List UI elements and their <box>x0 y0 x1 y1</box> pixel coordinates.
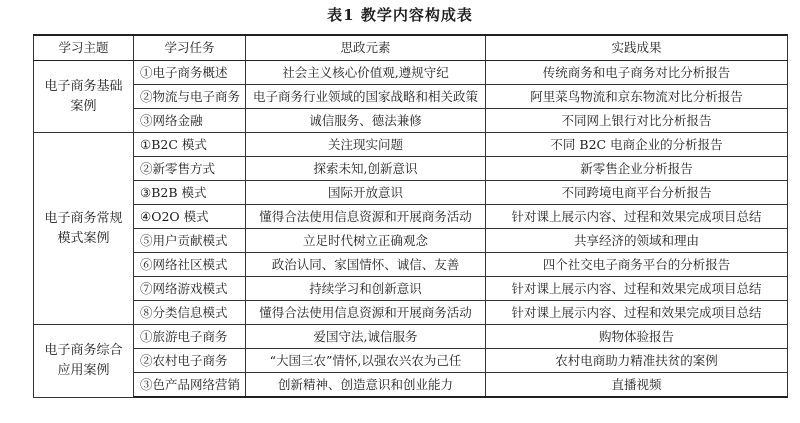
topic-cell-basic <box>34 61 134 133</box>
element-cell: 社会主义核心价值观,遵规守纪 <box>246 61 486 85</box>
table-row <box>34 325 788 349</box>
task-cell: ②新零售方式 <box>134 157 246 181</box>
topic-line: 电子商务基础 <box>44 78 123 94</box>
element-cell: “大国三农”情怀,以强农兴农为己任 <box>246 349 486 373</box>
table-row <box>34 277 788 301</box>
task-cell: ⑦网络游戏模式 <box>134 277 246 301</box>
header-row <box>34 35 788 61</box>
outcome-cell: 不同 B2C 电商企业的分析报告 <box>486 133 788 157</box>
outcome-cell: 阿里菜鸟物流和京东物流对比分析报告 <box>486 85 788 109</box>
task-cell: ⑧分类信息模式 <box>134 301 246 325</box>
task-cell: ⑤用户贡献模式 <box>134 229 246 253</box>
topic-cell-comprehensive <box>34 325 134 398</box>
outcome-cell: 针对课上展示内容、过程和效果完成项目总结 <box>486 301 788 325</box>
table-row <box>34 85 788 109</box>
topic-line: 案例 <box>70 98 97 114</box>
outcome-cell: 不同网上银行对比分析报告 <box>486 109 788 133</box>
topic-line: 模式案例 <box>57 230 110 246</box>
table-row <box>34 157 788 181</box>
teaching-content-table <box>33 34 788 398</box>
header-topic: 学习主题 <box>34 35 134 61</box>
table-row <box>34 253 788 277</box>
topic-line: 应用案例 <box>57 362 110 378</box>
table-row <box>34 373 788 398</box>
task-cell: ④O2O 模式 <box>134 205 246 229</box>
element-cell: 关注现实问题 <box>246 133 486 157</box>
table-caption: 表1 教学内容构成表 <box>327 6 473 24</box>
topic-line: 电子商务常规 <box>44 210 123 226</box>
element-cell: 政治认同、家国情怀、诚信、友善 <box>246 253 486 277</box>
table-row <box>34 109 788 133</box>
outcome-cell: 购物体验报告 <box>486 325 788 349</box>
table-row <box>34 205 788 229</box>
task-cell: ①旅游电子商务 <box>134 325 246 349</box>
header-element: 思政元素 <box>246 35 486 61</box>
element-cell: 国际开放意识 <box>246 181 486 205</box>
outcome-cell: 四个社交电子商务平台的分析报告 <box>486 253 788 277</box>
element-cell: 电子商务行业领域的国家战略和相关政策 <box>246 85 486 109</box>
element-cell: 持续学习和创新意识 <box>246 277 486 301</box>
outcome-cell: 针对课上展示内容、过程和效果完成项目总结 <box>486 205 788 229</box>
outcome-cell: 传统商务和电子商务对比分析报告 <box>486 61 788 85</box>
element-cell: 懂得合法使用信息资源和开展商务活动 <box>246 205 486 229</box>
task-cell: ①B2C 模式 <box>134 133 246 157</box>
element-cell: 立足时代树立正确观念 <box>246 229 486 253</box>
table-row <box>34 349 788 373</box>
table-row <box>34 181 788 205</box>
element-cell: 创新精神、创造意识和创业能力 <box>246 373 486 398</box>
task-cell: ⑥网络社区模式 <box>134 253 246 277</box>
outcome-cell: 直播视频 <box>486 373 788 398</box>
task-cell: ②农村电子商务 <box>134 349 246 373</box>
outcome-cell: 新零售企业分析报告 <box>486 157 788 181</box>
topic-cell-common <box>34 133 134 325</box>
element-cell: 懂得合法使用信息资源和开展商务活动 <box>246 301 486 325</box>
element-cell: 爱国守法,诚信服务 <box>246 325 486 349</box>
outcome-cell: 针对课上展示内容、过程和效果完成项目总结 <box>486 277 788 301</box>
outcome-cell: 不同跨境电商平台分析报告 <box>486 181 788 205</box>
table-row <box>34 301 788 325</box>
outcome-cell: 农村电商助力精准扶贫的案例 <box>486 349 788 373</box>
table-row <box>34 133 788 157</box>
task-cell: ③色产品网络营销 <box>134 373 246 398</box>
task-cell: ①电子商务概述 <box>134 61 246 85</box>
task-cell: ③网络金融 <box>134 109 246 133</box>
topic-line: 电子商务综合 <box>44 342 123 358</box>
task-cell: ②物流与电子商务 <box>134 85 246 109</box>
table-row <box>34 61 788 85</box>
header-task: 学习任务 <box>134 35 246 61</box>
table-row <box>34 229 788 253</box>
header-outcome: 实践成果 <box>486 35 788 61</box>
element-cell: 探索未知,创新意识 <box>246 157 486 181</box>
outcome-cell: 共享经济的领域和理由 <box>486 229 788 253</box>
task-cell: ③B2B 模式 <box>134 181 246 205</box>
element-cell: 诚信服务、德法兼修 <box>246 109 486 133</box>
